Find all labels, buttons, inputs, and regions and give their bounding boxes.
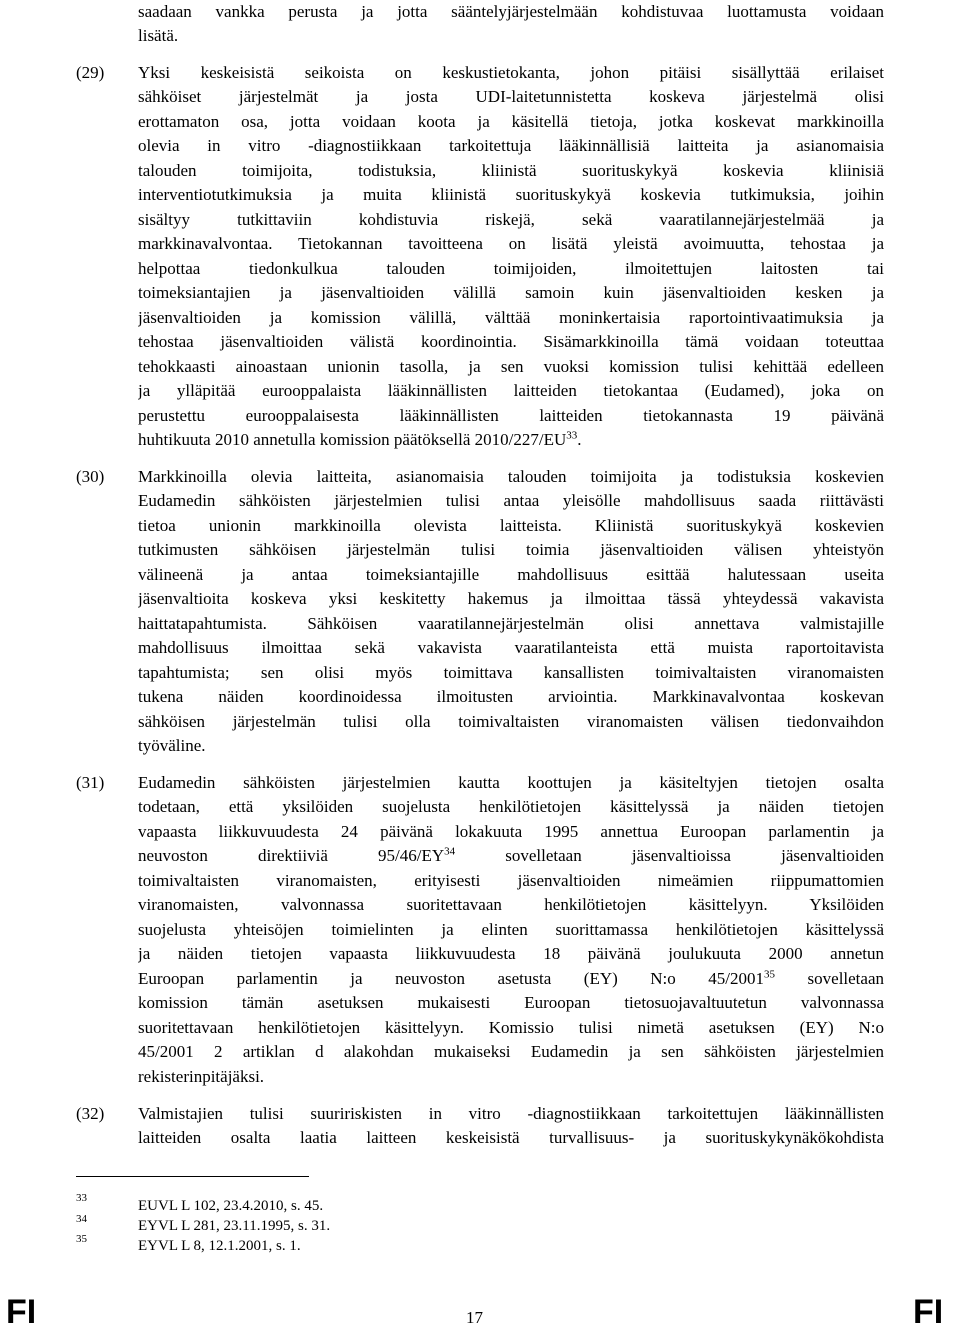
paragraph-line: toimivaltaisten viranomaisten, erityisesti jäsenvaltioiden nimeämien riippumattomien (138, 871, 884, 890)
paragraph-line: haittatapahtumista. Sähköisen vaaratilannejärjestelmän olisi annettava valmistajille (138, 614, 884, 633)
paragraph-number: (32) (76, 1104, 105, 1123)
paragraph-number: (29) (76, 63, 105, 82)
footnote-text: EYVL L 8, 12.1.2001, s. 1. (138, 1238, 301, 1254)
paragraph-line: työväline. (138, 736, 206, 755)
page-number: 17 (466, 1308, 483, 1327)
paragraph-line: sähköiset järjestelmät ja josta UDI-laitetunnistetta koskeva järjestelmä olisi (138, 87, 884, 106)
continuation-line: lisätä. (138, 26, 179, 45)
language-code-left: FI (6, 1293, 37, 1331)
paragraph-text: neuvoston direktiiviä 95/46/EY (138, 846, 445, 865)
footnote-text: EUVL L 102, 23.4.2010, s. 45. (138, 1198, 324, 1214)
paragraph-text: . (577, 430, 582, 449)
paragraph-line: erottamaton osa, jotta voidaan koota ja käsitellä tietoja, jotka koskevat markkinoilla (138, 112, 884, 131)
footnote-text: EYVL L 281, 23.11.1995, s. 31. (138, 1218, 331, 1234)
paragraph-line: välineenä ja antaa toimeksiantajille mahdollisuus esittää halutessaan useita (138, 565, 884, 584)
footnote-number: 35 (76, 1233, 87, 1245)
paragraph-line: tehostaa jäsenvaltioiden välistä koordinointia. Sisämarkkinoilla tämä voidaan toteuttaa (138, 332, 884, 351)
paragraph-line: olevia in vitro -diagnostiikkaan tarkoitettuja lääkinnällisiä laitteita ja asianomaisia (138, 136, 884, 155)
paragraph-line: sähköisen järjestelmän tulisi olla toimivaltaisten viranomaisten välisen tiedonvaihdon (138, 712, 884, 731)
paragraph-line: interventiotutkimuksia ja muita kliinistä suorituskykyä koskevia tutkimuksia, joihin (138, 185, 884, 204)
paragraph-line: 45/2001 2 artiklan d alakohdan mukaiseksi Eudamedin ja sen sähköisten järjestelmien (138, 1042, 884, 1061)
paragraph-line: tietoa unionin markkinoilla olevista laitteista. Kliinistä suorituskykyä koskevien (138, 516, 884, 535)
paragraph-number: (30) (76, 467, 105, 486)
footnote-separator (76, 1176, 309, 1177)
paragraph-line: viranomaisten, valvonnassa suoritettavaan henkilötietojen käsittelyyn. Yksilöiden (138, 895, 884, 914)
paragraph-line: suoritettavaan henkilötietojen käsittelyyn. Komissio tulisi nimetä asetuksen (EY) N:o (138, 1018, 884, 1037)
paragraph-text: sovelletaan jäsenvaltioissa jäsenvaltioiden (505, 846, 884, 865)
paragraph-line: mahdollisuus ilmoittaa sekä vakavista vaaratilanteista että muista raportoitavista (138, 638, 884, 657)
paragraph-text: sovelletaan (807, 969, 884, 988)
paragraph-text: Euroopan parlamentin ja neuvoston asetusta (EY) N:o 45/2001 (138, 969, 765, 988)
paragraph-line: tukena näiden koordinoidessa ilmoitusten arviointia. Markkinavalvontaa koskevan (138, 687, 884, 706)
paragraph-line: jäsenvaltioiden ja komission välillä, välttää moninkertaisia raportointivaatimuksia ja (138, 308, 884, 327)
paragraph-line: komission tämän asetuksen mukaisesti Euroopan tietosuojavaltuutetun valvonnassa (138, 993, 884, 1012)
paragraph-line: laitteiden osalta laatia laitteen keskeisistä turvallisuus- ja suorituskykynäkökohdista (138, 1128, 884, 1147)
paragraph-line: vapaasta liikkuvuudesta 24 päivänä lokakuuta 1995 annettua Euroopan parlamentin ja (138, 822, 884, 841)
paragraph-line: jäsenvaltioita koskeva yksi keskitetty hakemus ja ilmoittaa tässä yhteydessä vakavista (138, 589, 884, 608)
paragraph-text: huhtikuuta 2010 annetulla komission päätöksellä 2010/227/EU (138, 430, 567, 449)
footnote-ref: 35 (764, 968, 776, 981)
paragraph-line: Yksi keskeisistä seikoista on keskustietokanta, johon pitäisi sisällyttää erilaiset (138, 63, 884, 82)
paragraph-line: Eudamedin sähköisten järjestelmien kautta koottujen ja käsiteltyjen tietojen osalta (138, 773, 884, 792)
paragraph-line: tapahtumista; sen olisi myös toimittava kansallisten toimivaltaisten viranomaisten (138, 663, 884, 682)
paragraph-line: ja näiden tietojen vapaasta liikkuvuudesta 18 päivänä joulukuuta 2000 annetun (138, 944, 884, 963)
paragraph-line (138, 967, 884, 991)
paragraph-line: perustettu eurooppalaisesta lääkinnällisten laitteiden tietokannasta 19 päivänä (138, 406, 884, 425)
paragraph-line (138, 844, 884, 868)
footnote-number: 34 (76, 1213, 87, 1225)
paragraph-line: rekisterinpitäjäksi. (138, 1067, 265, 1086)
paragraph-line: helpottaa tiedonkulkua talouden toimijoiden, ilmoitettujen laitosten tai (138, 259, 884, 278)
paragraph-line: tutkimusten sähköisen järjestelmän tulisi toimia jäsenvaltioiden välisen yhteistyön (138, 540, 884, 559)
continuation-line: saadaan vankka perusta ja jotta sääntelyjärjestelmään kohdistuvaa luottamusta voidaan (138, 2, 884, 21)
paragraph-line: suojelusta yhteisöjen toimielinten ja elinten suorittamassa henkilötietojen käsittelyssä (138, 920, 884, 939)
paragraph-line: tehokkaasti ainoastaan unionin tasolla, ja sen vuoksi komission tulisi kehittää edelleen (138, 357, 884, 376)
language-code-right: FI (913, 1293, 944, 1331)
footnote-number: 33 (76, 1192, 87, 1204)
paragraph-line: sisältyy tutkittaviin kohdistuvia riskejä, sekä vaaratilannejärjestelmää ja (138, 210, 884, 229)
paragraph-line: Eudamedin sähköisten järjestelmien tulisi antaa yleisölle mahdollisuus saada riittävästi (138, 491, 884, 510)
paragraph-line: talouden toimijoita, todistuksia, kliinistä suorituskykyä koskevia kliinisiä (138, 161, 884, 180)
footnote-ref: 34 (444, 845, 456, 858)
paragraph-line: Markkinoilla olevia laitteita, asianomaisia talouden toimijoita ja todistuksia koskevien (138, 467, 884, 486)
paragraph-number: (31) (76, 773, 105, 792)
paragraph-line: todetaan, että yksilöiden suojelusta henkilötietojen käsittelyssä ja näiden tietojen (138, 797, 884, 816)
paragraph-line: markkinavalvontaa. Tietokannan tavoitteena on lisätä yleistä avoimuutta, tehostaa ja (138, 234, 884, 253)
paragraph-line (138, 428, 884, 452)
paragraph-line: Valmistajien tulisi suuririskisten in vitro -diagnostiikkaan tarkoitettujen lääkinnällisten (138, 1104, 884, 1123)
paragraph-line: toimeksiantajien ja jäsenvaltioiden välillä samoin kuin jäsenvaltioiden kesken ja (138, 283, 884, 302)
paragraph-line: ja ylläpitää eurooppalaista lääkinnällisten laitteiden tietokantaa (Eudamed), joka on (138, 381, 884, 400)
footnote-ref: 33 (566, 429, 578, 442)
